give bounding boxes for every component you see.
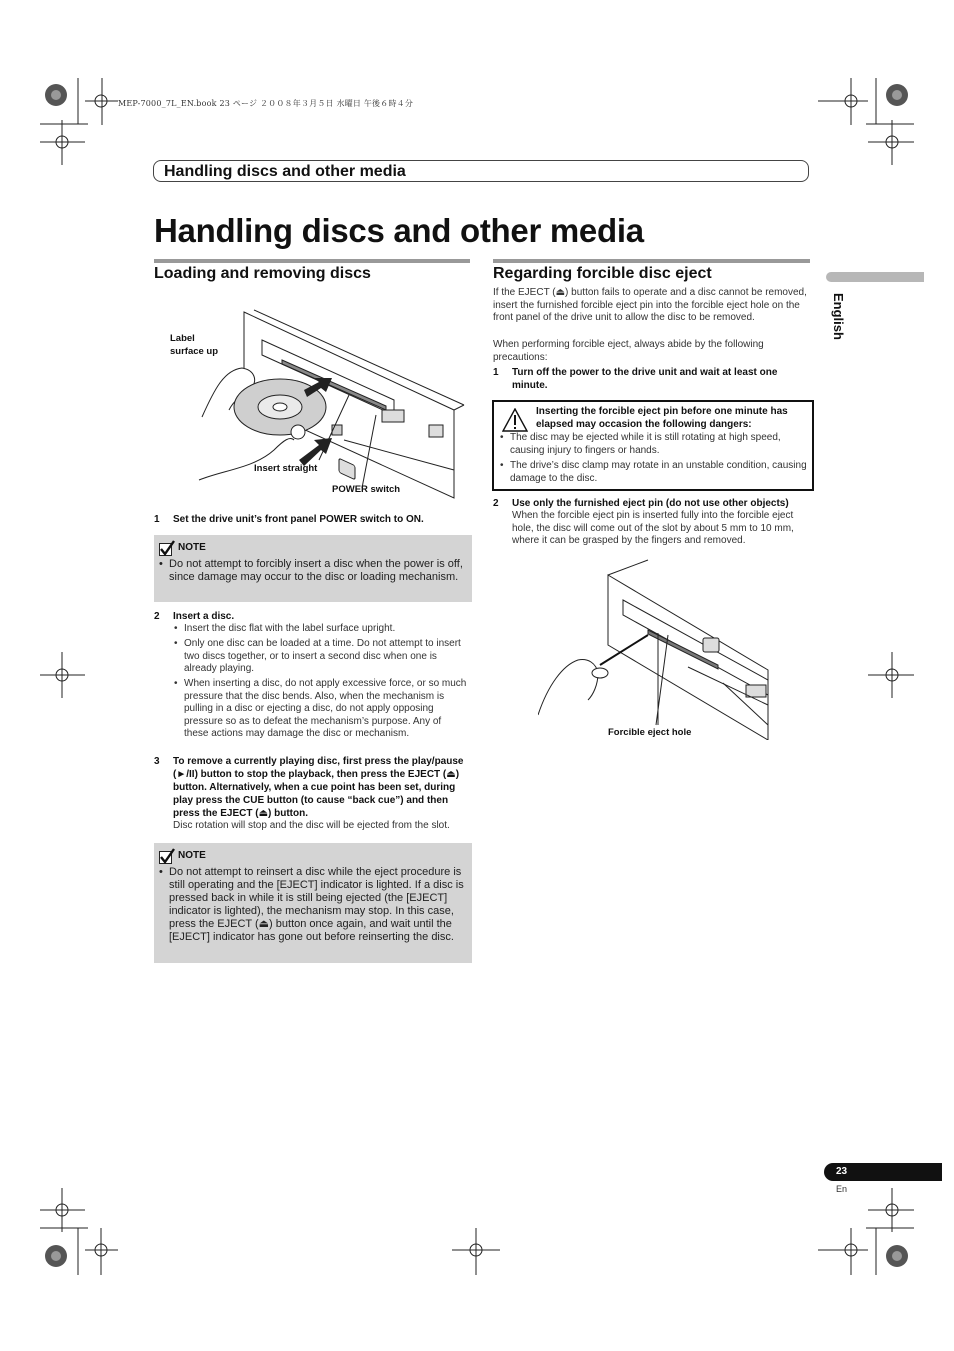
- step-text: Turn off the power to the drive unit and wait at least one minute.: [512, 367, 778, 391]
- print-header: MEP-7000_7L_EN.book 23 ページ ２００８年３月５日 水曜日 午後６時４分: [118, 99, 414, 108]
- step-number: 2: [154, 611, 160, 622]
- paragraph: When performing forcible eject, always abide by the following precautions:: [493, 339, 764, 363]
- note-heading: NOTE: [178, 542, 206, 553]
- step-subtext: When the forcible eject pin is inserted fully into the forcible eject hole, the disc will come out of the slot by about 5 mm to 10 mm, where it can be grasped by the fingers and removed.: [512, 510, 794, 547]
- page-number: 23: [836, 1166, 848, 1177]
- step-text: Set the drive unit’s front panel POWER switch to ON.: [173, 514, 424, 525]
- paragraph: If the EJECT (⏏) button fails to operate and a disc cannot be removed, insert the furnished forcible eject pin into the forcible eject hole on the front panel of the drive unit to allow the disc to be removed.: [493, 287, 807, 324]
- step-number: 2: [493, 498, 499, 509]
- section-rule-left: [154, 259, 470, 263]
- note-bullet-text: Do not attempt to reinsert a disc while the eject procedure is still operating and the [EJECT] indicator is lighted. If a disc is pressed back in while it is still being ejected (the [EJECT] indicator is lighted), the mechanism may stop. In this case, press the EJECT (⏏) button once again, and wait until the [EJECT] indicator has gone out before reinserting the disc.: [169, 866, 464, 943]
- warning-icon: [502, 408, 528, 432]
- note-bullet-text: Do not attempt to forcibly insert a disc when the power is off, since damage may occur to the disc or loading mechanism.: [169, 558, 463, 583]
- step-text: Insert a disc.: [173, 611, 235, 622]
- bullet-dot: •: [174, 678, 178, 689]
- step-number: 3: [154, 756, 160, 767]
- bullet-dot: •: [174, 623, 178, 634]
- chapter-tab: [153, 160, 809, 182]
- bullet-dot: •: [174, 638, 178, 649]
- list-item: When inserting a disc, do not apply excessive force, or so much pressure that the disc bends. Also, when the mechanism is pulling in a disc or ejecting a disc, do not apply opposing pressure so as to defeat the mechanism’s purpose. Any of these actions may damage the disc or mechanism.: [184, 678, 467, 740]
- bullet-dot: •: [500, 432, 504, 443]
- language-tab: [826, 272, 924, 282]
- list-item: Only one disc can be loaded at a time. Do not attempt to insert two discs together, or to insert a second disc when one is already playing.: [184, 638, 461, 675]
- language-label: English: [831, 293, 846, 340]
- bullet-dot: •: [500, 460, 504, 471]
- label-insert-straight: Insert straight: [254, 463, 318, 474]
- page-title: Handling discs and other media: [154, 212, 644, 249]
- list-item: The drive’s disc clamp may rotate in an unstable condition, causing damage to the disc.: [510, 460, 807, 484]
- list-item: Insert the disc flat with the label surface upright.: [184, 623, 396, 634]
- bullet-dot: •: [159, 866, 163, 878]
- step-number: 1: [493, 367, 499, 378]
- note-box-1: [154, 535, 472, 602]
- section-heading-loading: Loading and removing discs: [154, 265, 371, 282]
- section-rule-right: [493, 259, 810, 263]
- step-number: 1: [154, 514, 160, 525]
- step-text: To remove a currently playing disc, first press the play/pause (►/II) button to stop the playback, then press the EJECT (⏏) button. Alternatively, when a cue point has been set, during play press the CUE button (to cause “back cue”) and then press the EJECT (⏏) button.: [173, 756, 464, 819]
- warning-box: [492, 400, 814, 491]
- label-power-switch: POWER switch: [332, 484, 401, 495]
- warning-heading: Inserting the forcible eject pin before one minute has elapsed may occasion the following dangers:: [536, 406, 788, 430]
- checkmark-icon: [159, 848, 175, 864]
- figure-forcible-eject: [538, 555, 772, 740]
- label-forcible-eject-hole: Forcible eject hole: [608, 727, 692, 738]
- note-heading: NOTE: [178, 850, 206, 861]
- checkmark-icon: [159, 540, 175, 556]
- note-box-2: [154, 843, 472, 963]
- bullet-dot: •: [159, 558, 163, 570]
- step-text: Use only the furnished eject pin (do not use other objects): [512, 498, 789, 509]
- page-language: En: [836, 1184, 848, 1194]
- step-subtext: Disc rotation will stop and the disc will be ejected from the slot.: [173, 820, 450, 831]
- chapter-tab-label: Handling discs and other media: [164, 163, 406, 180]
- list-item: The disc may be ejected while it is still rotating at high speed, causing injury to fingers or hands.: [510, 432, 781, 456]
- section-heading-forcible-eject: Regarding forcible disc eject: [493, 265, 712, 282]
- label-surface-up: Label surface up: [170, 333, 219, 357]
